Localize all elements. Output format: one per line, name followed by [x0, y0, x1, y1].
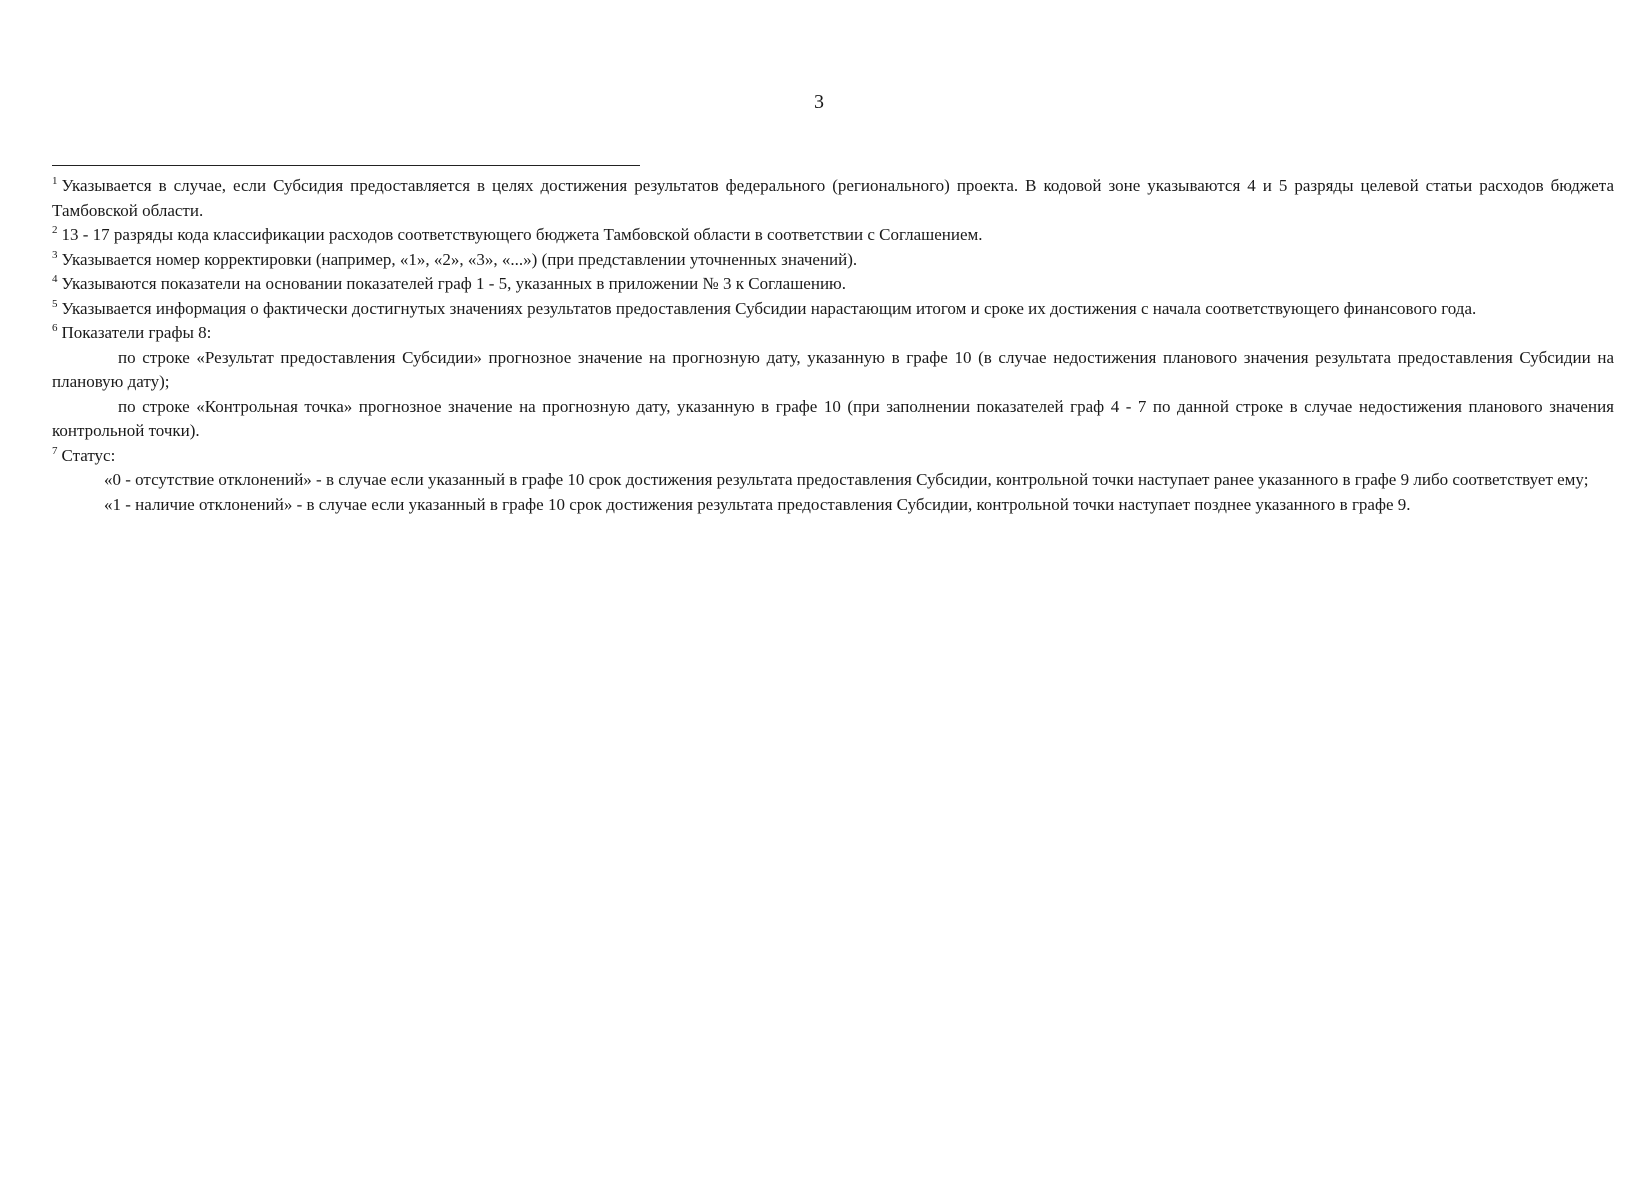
- footnote-5: [52, 297, 1614, 322]
- footnote-7-item-2: «1 - наличие отклонений» - в случае если указанный в графе 10 срок достижения результата предоставления Субсидии, контрольной точки наступает позднее указанного в графе 9.: [104, 494, 1411, 514]
- footnote-text: Показатели графы 8:: [61, 323, 212, 342]
- footnote-text: Указывается информация о фактически достигнутых значениях результатов предоставления Субсидии нарастающим итогом и сроке их достижения с начала соответствующего финансового года.: [61, 298, 1477, 318]
- footnotes-block: [52, 174, 1614, 517]
- footnote-mark: 1: [52, 175, 58, 188]
- footnote-text: Статус:: [61, 445, 116, 465]
- footnote-mark: 7: [52, 444, 58, 457]
- footnote-7: [52, 444, 1614, 469]
- footnote-6-item-2: по строке «Контрольная точка» прогнозное значение на прогнозную дату, указанную в графе 10 (при заполнении показателей граф 4 - 7 по данной строке в случае недостижения планового значения контрольной точки).: [52, 396, 1614, 440]
- footnote-3: [52, 248, 1614, 273]
- footnote-text: 13 - 17 разряды кода классификации расходов соответствующего бюджета Тамбовской области в соответствии с Соглашением.: [61, 225, 983, 244]
- footnote-4: [52, 272, 1614, 297]
- footnote-1: [52, 174, 1614, 223]
- footnote-7-item-1: «0 - отсутствие отклонений» - в случае если указанный в графе 10 срок достижения результата предоставления Субсидии, контрольной точки наступает ранее указанного в графе 9 либо соответствует ему;: [104, 470, 1589, 489]
- footnote-text: Указываются показатели на основании показателей граф 1 - 5, указанных в приложении № 3 к Соглашению.: [61, 274, 846, 293]
- footnote-text: Указывается номер корректировки (например, «1», «2», «3», «...») (при представлении уточненных значений).: [61, 249, 858, 269]
- footnote-mark: 4: [52, 273, 58, 286]
- footnote-2: [52, 223, 1614, 248]
- footnote-mark: 5: [52, 297, 58, 310]
- footnote-separator: [52, 165, 640, 166]
- footnote-mark: 6: [52, 322, 58, 335]
- page-number: 3: [814, 91, 824, 113]
- footnote-mark: 2: [52, 224, 58, 237]
- footnote-6-item-1: по строке «Результат предоставления Субсидии» прогнозное значение на прогнозную дату, указанную в графе 10 (в случае недостижения планового значения результата предоставления Субсидии на плановую дату);: [52, 347, 1614, 391]
- footnote-mark: 3: [52, 248, 58, 261]
- footnote-6: [52, 321, 1614, 346]
- footnote-text: Указывается в случае, если Субсидия предоставляется в целях достижения результатов федерального (регионального) проекта. В кодовой зоне указываются 4 и 5 разряды целевой статьи расходов бюджета Тамбовской области.: [52, 176, 1614, 220]
